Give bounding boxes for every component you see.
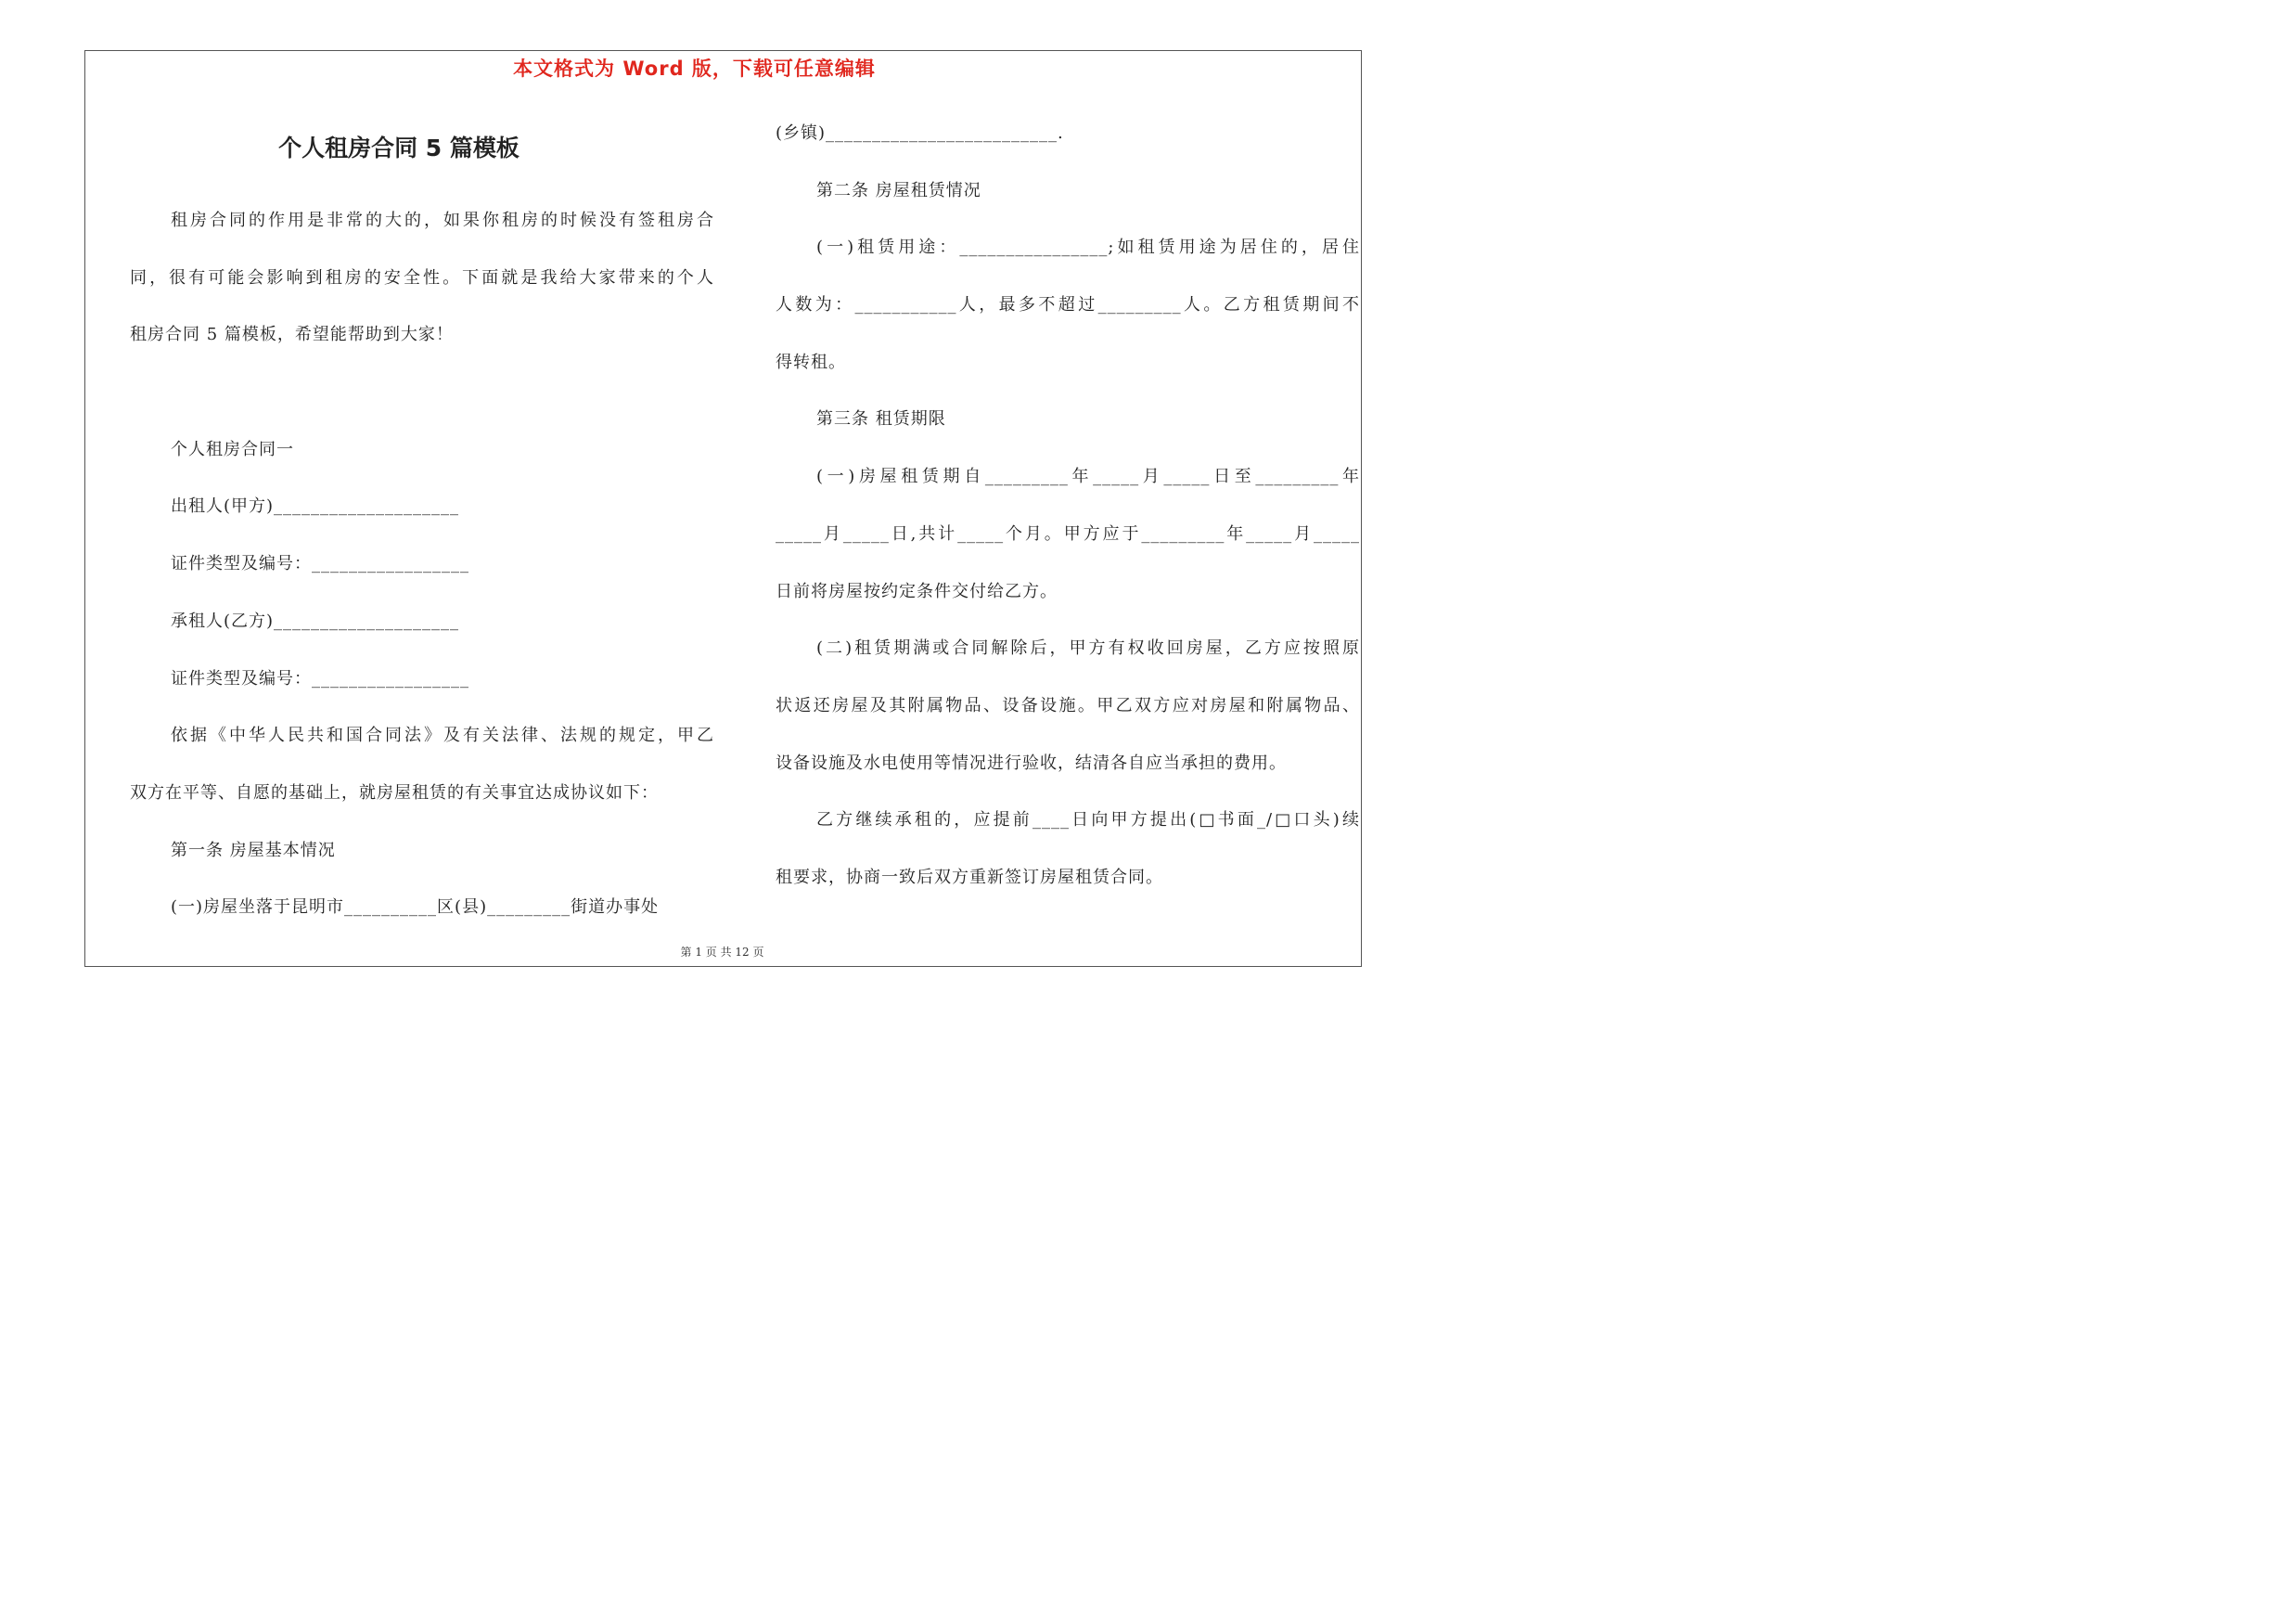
article-2-heading: 第二条 房屋租赁情况 — [816, 180, 981, 200]
article-3-heading: 第三条 租赁期限 — [816, 409, 946, 430]
blank-line — [130, 364, 714, 421]
expiry-line-3: 设备设施及水电使用等情况进行验收，结清各自应当承担的费用。 — [776, 753, 1287, 773]
article-1-heading: 第一条 房屋基本情况 — [171, 840, 336, 860]
lessor-id-field: 证件类型及编号：_________________ — [171, 554, 469, 574]
renewal-line-1: 乙方继续承租的，应提前____日向甲方提出(□书面_/□口头)续 — [816, 810, 1360, 831]
renewal-line-2: 租要求，协商一致后双方重新签订房屋租赁合同。 — [776, 867, 1163, 887]
right-column — [776, 105, 1360, 907]
expiry-line-1: (二)租赁期满或合同解除后，甲方有权收回房屋，乙方应按照原 — [816, 638, 1360, 659]
township-line: (乡镇)_________________________. — [776, 123, 1064, 143]
page-number: 第 1 页 共 12 页 — [680, 946, 764, 959]
usage-line-3: 得转租。 — [776, 352, 846, 372]
lessee-field: 承租人(乙方)____________________ — [171, 611, 460, 631]
legal-basis-line-1: 依据《中华人民共和国合同法》及有关法律、法规的规定，甲乙 — [171, 726, 714, 746]
expiry-line-2: 状返还房屋及其附属物品、设备设施。甲乙双方应对房屋和附属物品、 — [776, 695, 1360, 715]
property-location-line: (一)房屋坐落于昆明市__________区(县)_________街道办事处 — [171, 897, 660, 918]
contract-heading: 个人租房合同一 — [171, 439, 294, 459]
left-column — [130, 192, 714, 936]
intro-line-1: 租房合同的作用是非常的大的，如果你租房的时候没有签租房合 — [171, 211, 714, 230]
term-line-1: (一)房屋租赁期自_________年_____月_____日至_________年 — [816, 467, 1360, 487]
intro-line-3: 租房合同 5 篇模板，希望能帮助到大家！ — [130, 325, 454, 345]
format-banner: 本文格式为 Word 版，下载可任意编辑 — [513, 58, 876, 80]
lessee-id-field: 证件类型及编号：_________________ — [171, 668, 469, 689]
intro-line-2: 同，很有可能会影响到租房的安全性。下面就是我给大家带来的个人 — [130, 267, 714, 288]
usage-line-2: 人数为：___________人，最多不超过_________人。乙方租赁期间不 — [776, 295, 1360, 316]
usage-line-1: (一)租赁用途：________________;如租赁用途为居住的，居住 — [816, 238, 1360, 258]
term-line-2: _____月_____日,共计_____个月。甲方应于_________年_____月_____ — [776, 523, 1360, 544]
legal-basis-line-2: 双方在平等、自愿的基础上，就房屋租赁的有关事宜达成协议如下： — [130, 782, 659, 803]
term-line-3: 日前将房屋按约定条件交付给乙方。 — [776, 581, 1058, 601]
lessor-field: 出租人(甲方)____________________ — [171, 496, 460, 517]
document-title: 个人租房合同 5 篇模板 — [278, 135, 519, 161]
